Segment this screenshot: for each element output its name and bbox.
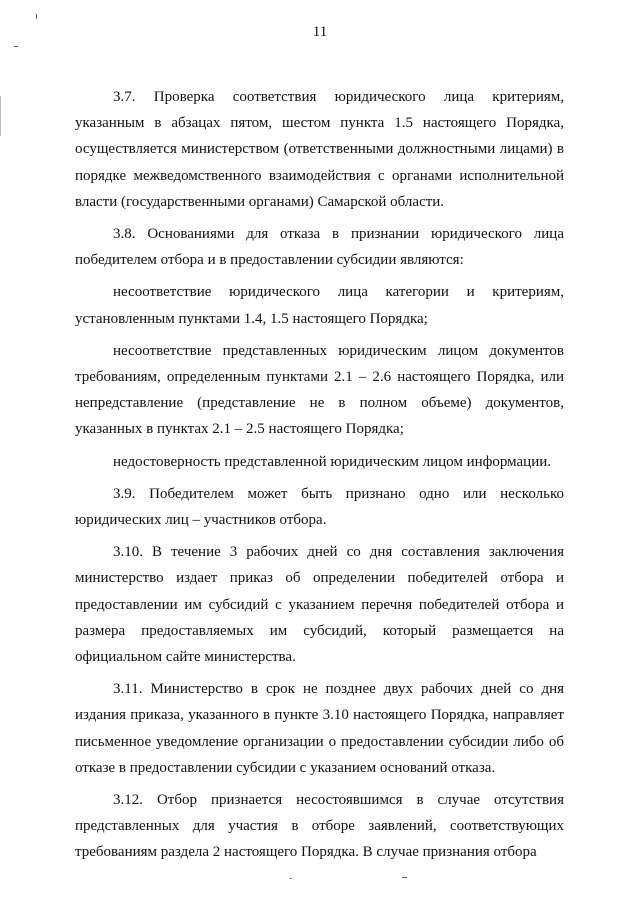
paragraph-3-11: 3.11. Министерство в срок не позднее двух рабочих дней со дня издания приказа, указанного в пункте 3.10 настоящего Порядка, направляет письменное уведомление организации о предоставлении субсидии либо об отказе в предоставлении субсидии с указанием оснований отказа. bbox=[75, 681, 564, 776]
scan-mark bbox=[402, 877, 407, 878]
scan-mark bbox=[36, 14, 37, 19]
scan-mark bbox=[14, 46, 18, 47]
scan-mark bbox=[289, 878, 292, 879]
paragraph-3-12: 3.12. Отбор признается несостоявшимся в случае отсутствия представленных для участия в отборе заявлений, соответствующих требованиям раздела 2 настоящего Порядка. В случае признания отбора bbox=[75, 792, 564, 861]
paragraph-3-8-item-1: несоответствие юридического лица категории и критериям, установленным пунктами 1.4, 1.5 настоящего Порядка; bbox=[75, 284, 564, 327]
paragraph-3-9: 3.9. Победителем может быть признано одно или несколько юридических лиц – участников отбора. bbox=[75, 485, 564, 529]
paragraph-3-8-item-3: недостоверность представленной юридическим лицом информации. bbox=[113, 453, 552, 470]
document-body bbox=[75, 84, 564, 866]
scan-edge-mark bbox=[0, 96, 1, 136]
paragraph-3-7: 3.7. Проверка соответствия юридического лица критериям, указанным в абзацах пятом, шестом пункта 1.5 настоящего Порядка, осуществляется министерством (ответственными должностными лицами) в порядке межведомственного взаимодействия с органами исполнительной власти (государственными органами) Самарской области. bbox=[75, 89, 564, 210]
paragraph-3-8-item-2: несоответствие представленных юридическим лицом документов требованиям, определенным пунктами 2.1 – 2.6 настоящего Порядка, или непредставление (представление не в полном объеме) документов, указанных в пунктах 2.1 – 2.5 настоящего Порядка; bbox=[75, 342, 564, 438]
paragraph-3-8: 3.8. Основаниями для отказа в признании юридического лица победителем отбора и в предоставлении субсидии являются: bbox=[75, 226, 564, 269]
paragraph-3-10: 3.10. В течение 3 рабочих дней со дня составления заключения министерство издает приказ об определении победителей отбора и предоставлении им субсидий с указанием перечня победителей отбора и размера предоставляемых им субсидий, который размещается на официальном сайте министерства. bbox=[75, 544, 564, 666]
page-number: 11 bbox=[312, 24, 328, 40]
